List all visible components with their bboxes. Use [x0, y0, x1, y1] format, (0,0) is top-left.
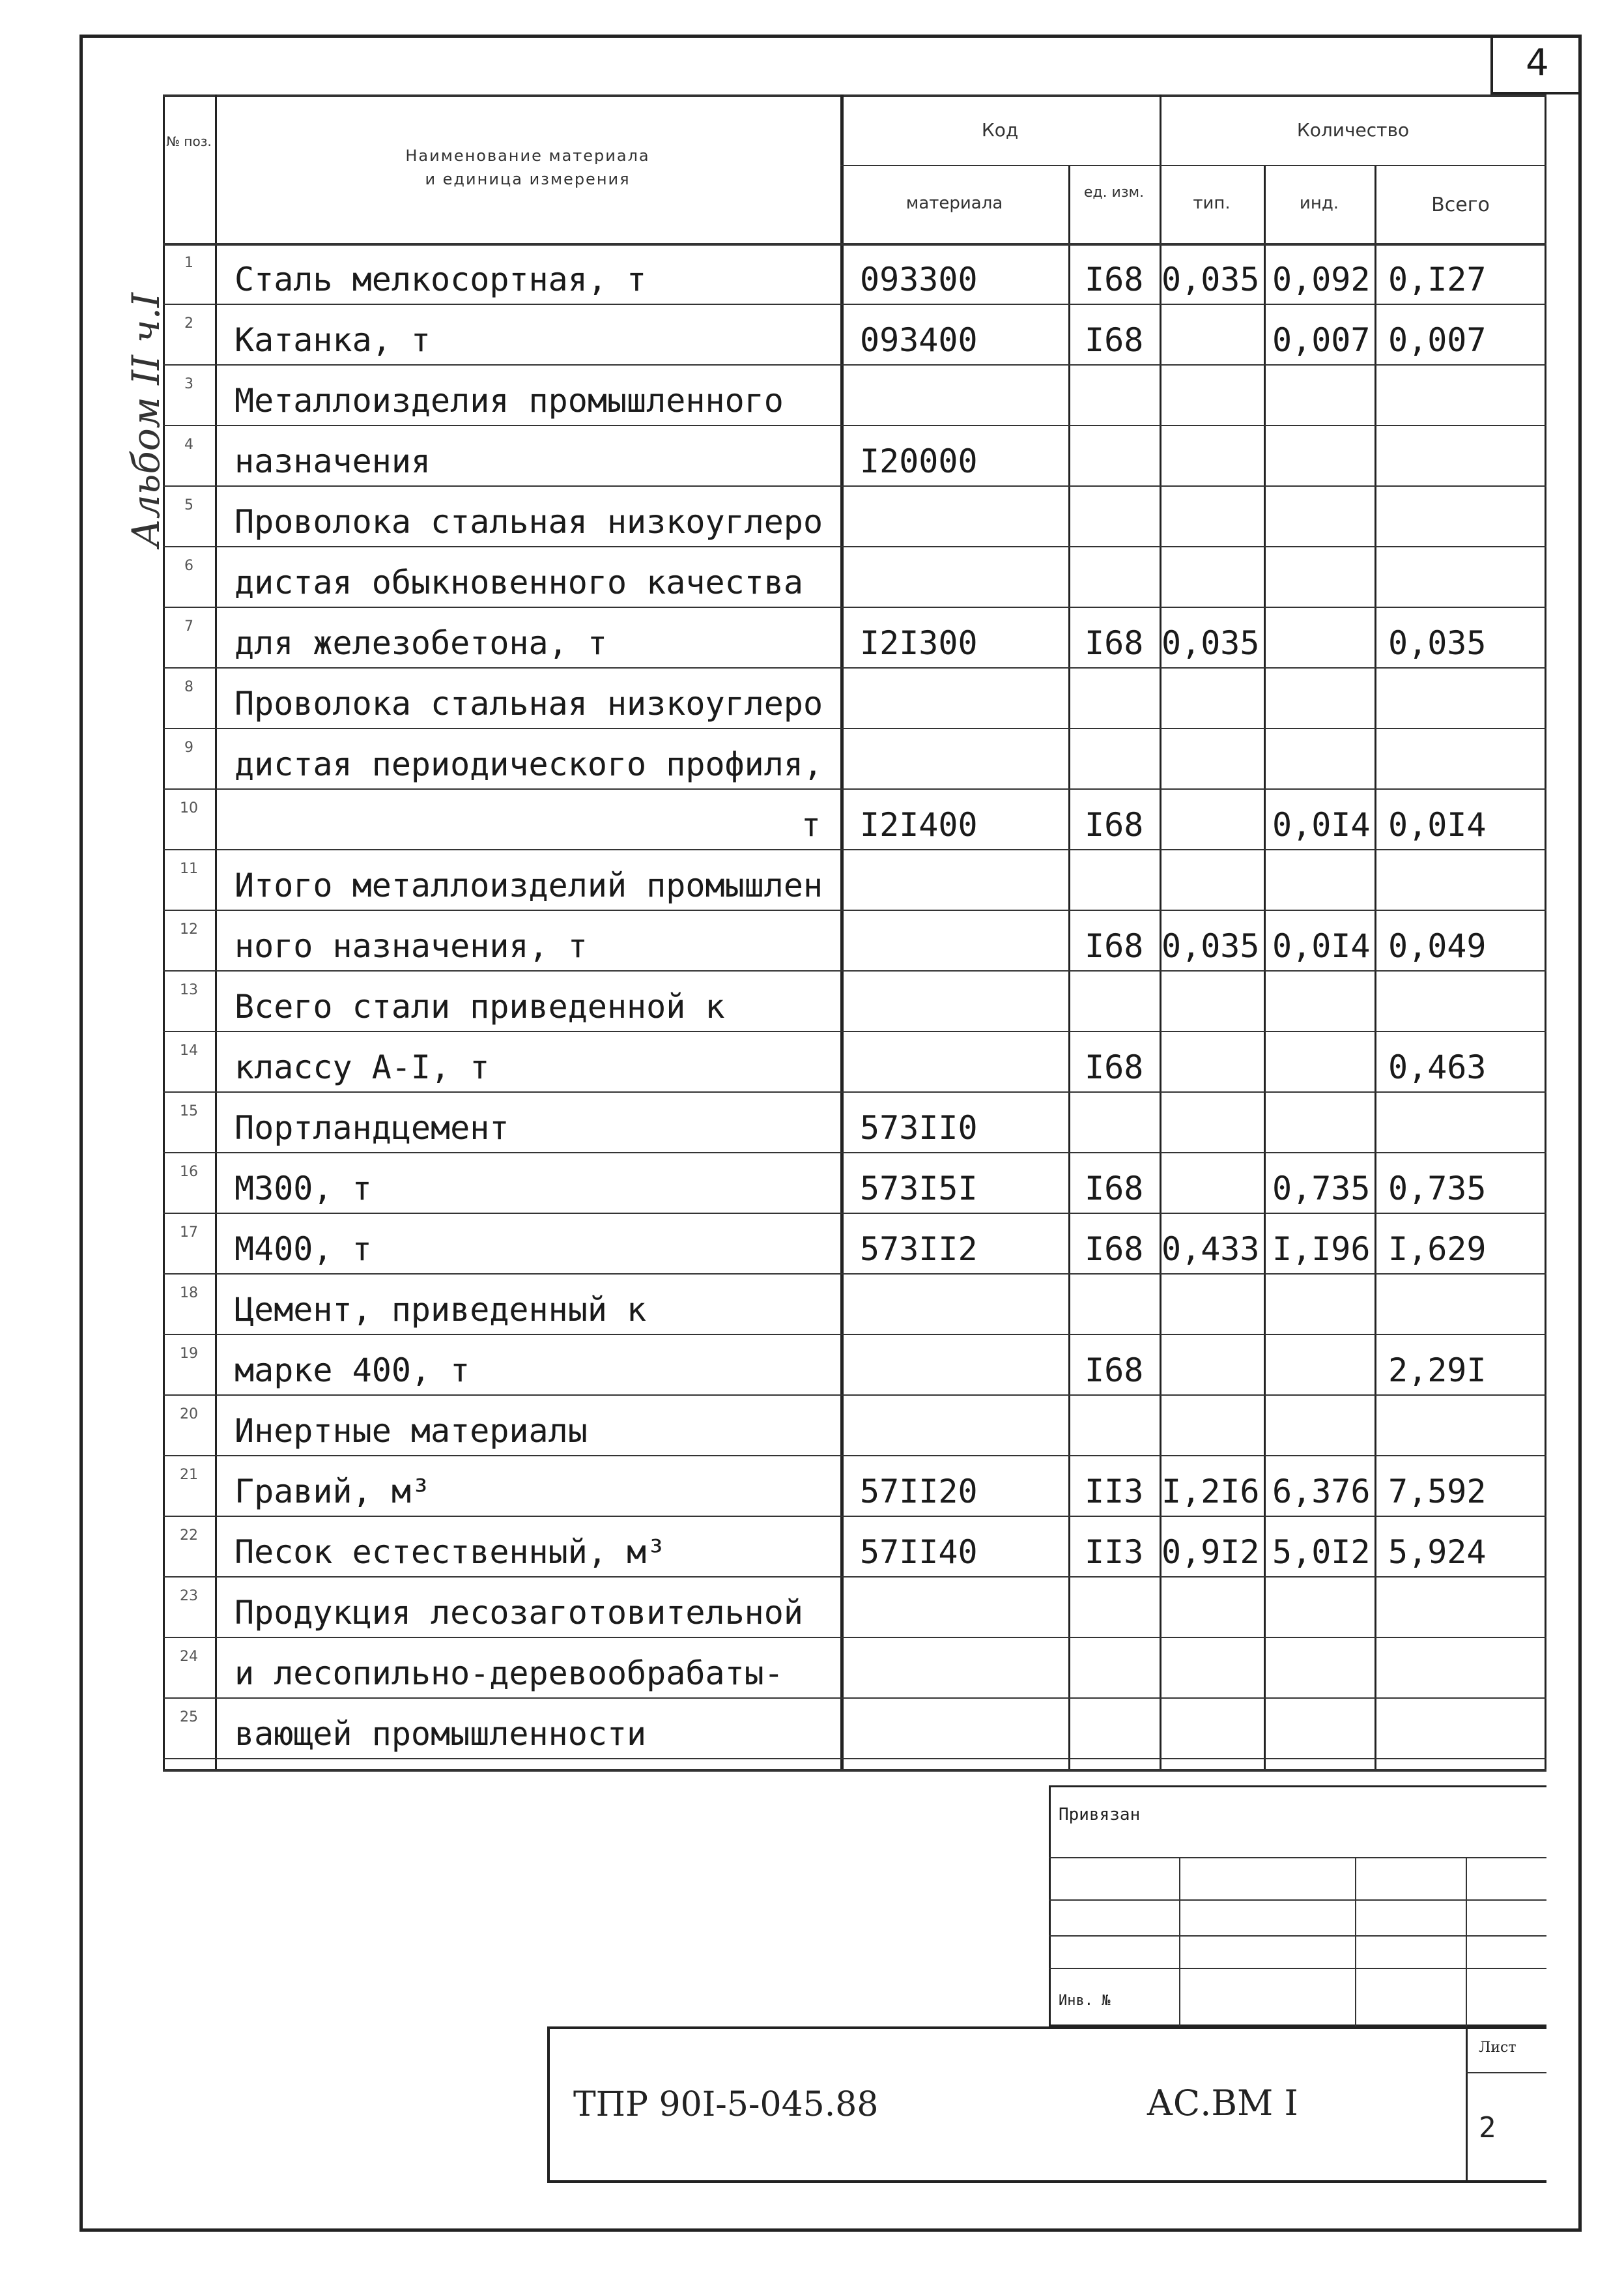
row-number: 14: [180, 1043, 198, 1059]
sheet-number-box: [1490, 35, 1582, 94]
header-code-unit: ед. изм.: [1083, 184, 1145, 201]
title-block-sheet-line: [1466, 2072, 1546, 2073]
cell-name: т: [801, 806, 821, 844]
cell-typ: 0,035: [1161, 261, 1260, 298]
table-row: [163, 546, 1546, 607]
table-row: [163, 607, 1546, 667]
table-row: [163, 849, 1546, 910]
cell-unit: I68: [1085, 927, 1144, 965]
cell-name: Продукция лесозаготовительной: [235, 1594, 803, 1632]
row-number: 11: [180, 861, 198, 877]
cell-name: для железобетона, т: [235, 624, 607, 662]
cell-ind: 5,0I2: [1272, 1533, 1371, 1571]
doc-mark: АС.ВМ I: [1147, 2082, 1298, 2124]
header-qty-group: Количество: [1296, 119, 1410, 141]
cell-name: Катанка, т: [235, 321, 431, 359]
table-row: [163, 1576, 1546, 1637]
stamp-area: [156, 1772, 1546, 2228]
cell-code: I20000: [860, 442, 978, 480]
table-row: [163, 1152, 1546, 1213]
cell-total: 0,0I4: [1388, 806, 1487, 844]
cell-name: марке 400, т: [235, 1351, 470, 1389]
cell-unit: I68: [1085, 321, 1144, 359]
cell-name: Сталь мелкосортная, т: [235, 261, 647, 298]
table-row: [163, 304, 1546, 364]
row-number: 9: [184, 740, 193, 756]
cell-unit: II3: [1085, 1473, 1144, 1510]
table-row: [163, 1273, 1546, 1334]
cell-total: I,629: [1388, 1230, 1487, 1268]
cell-unit: I68: [1085, 806, 1144, 844]
cell-total: 5,924: [1388, 1533, 1487, 1571]
row-separator: [163, 1758, 1546, 1759]
row-number: 4: [184, 437, 193, 453]
table-row: [163, 425, 1546, 485]
table-row: [163, 667, 1546, 728]
row-number: 17: [180, 1224, 198, 1241]
cell-typ: 0,035: [1161, 624, 1260, 662]
row-number: 10: [180, 800, 198, 816]
table-row: [163, 1516, 1546, 1576]
cell-ind: 0,092: [1272, 261, 1371, 298]
row-number: 24: [180, 1649, 198, 1665]
header-name-line2: и единица измерения: [425, 170, 631, 188]
cell-total: 0,I27: [1388, 261, 1487, 298]
table-row: [163, 910, 1546, 970]
sheet-value: 2: [1479, 2111, 1496, 2144]
cell-name: ного назначения, т: [235, 927, 588, 965]
cell-name: Проволока стальная низкоуглеро: [235, 503, 823, 541]
title-block-sheet-divider: [1466, 2026, 1468, 2183]
header-name-line1: Наименование материала: [405, 147, 650, 165]
table-row: [163, 364, 1546, 425]
table-row: [163, 1697, 1546, 1758]
row-number: 19: [180, 1346, 198, 1362]
table-row: [163, 1455, 1546, 1516]
row-number: 16: [180, 1164, 198, 1180]
header-qty-ind: инд.: [1299, 194, 1339, 213]
table-row: [163, 1394, 1546, 1455]
row-number: 22: [180, 1527, 198, 1544]
cell-code: 573II2: [860, 1230, 978, 1268]
header-code-material: материала: [905, 194, 1003, 213]
table-row: [163, 1031, 1546, 1091]
cell-code: I2I300: [860, 624, 978, 662]
cell-total: 0,049: [1388, 927, 1487, 965]
cell-name: Гравий, м³: [235, 1473, 431, 1510]
cell-unit: I68: [1085, 1230, 1144, 1268]
cell-name: Металлоизделия промышленного: [235, 382, 784, 420]
cell-typ: 0,433: [1161, 1230, 1260, 1268]
row-number: 5: [184, 497, 193, 513]
sheet-label: Лист: [1479, 2039, 1517, 2056]
row-number: 21: [180, 1467, 198, 1483]
cell-code: 573I5I: [860, 1170, 978, 1207]
table-row: [163, 1334, 1546, 1394]
row-number: 6: [184, 558, 193, 574]
header-code-group: Код: [981, 119, 1019, 141]
cell-typ: 0,9I2: [1161, 1533, 1260, 1571]
privyazan-line-2: [1049, 1899, 1546, 1901]
cell-total: 2,29I: [1388, 1351, 1487, 1389]
privyazan-vline-3: [1466, 1857, 1467, 2026]
cell-ind: 0,007: [1272, 321, 1371, 359]
row-number: 3: [184, 376, 193, 392]
table-row: [163, 243, 1546, 304]
row-number: 15: [180, 1103, 198, 1119]
cell-ind: 6,376: [1272, 1473, 1371, 1510]
table-row: [163, 485, 1546, 546]
doc-code: ТПР 90I-5-045.88: [573, 2085, 879, 2124]
cell-code: 57II40: [860, 1533, 978, 1571]
cell-typ: I,2I6: [1161, 1473, 1260, 1510]
cell-name: классу А-I, т: [235, 1048, 490, 1086]
cell-unit: I68: [1085, 1351, 1144, 1389]
row-number: 7: [184, 618, 193, 635]
cell-name: Всего стали приведенной к: [235, 988, 725, 1026]
row-number: 18: [180, 1285, 198, 1301]
row-number: 20: [180, 1406, 198, 1422]
cell-name: М300, т: [235, 1170, 372, 1207]
privyazan-vline-2: [1355, 1857, 1356, 2026]
cell-name: Проволока стальная низкоуглеро: [235, 685, 823, 723]
privyazan-line-3: [1049, 1935, 1546, 1937]
cell-unit: I68: [1085, 1170, 1144, 1207]
table-row: [163, 1091, 1546, 1152]
cell-total: 0,463: [1388, 1048, 1487, 1086]
cell-name: вающей промышленности: [235, 1715, 647, 1753]
cell-name: Итого металлоизделий промышлен: [235, 867, 823, 904]
row-number: 1: [184, 255, 193, 271]
cell-name: и лесопильно-деревообрабаты-: [235, 1654, 784, 1692]
cell-total: 0,035: [1388, 624, 1487, 662]
privyazan-line-1: [1049, 1857, 1546, 1858]
cell-code: 093300: [860, 261, 978, 298]
table-row: [163, 1637, 1546, 1697]
table-row: [163, 970, 1546, 1031]
cell-name: Инертные материалы: [235, 1412, 588, 1450]
cell-name: Портландцемент: [235, 1109, 509, 1147]
row-number: 12: [180, 921, 198, 938]
row-number: 23: [180, 1588, 198, 1604]
cell-name: дистая обыкновенного качества: [235, 564, 803, 601]
inv-no-label: Инв. №: [1059, 1993, 1111, 2009]
cell-code: 573II0: [860, 1109, 978, 1147]
row-number: 2: [184, 315, 193, 332]
privyazan-line-4: [1049, 1968, 1546, 1969]
cell-name: Песок естественный, м³: [235, 1533, 666, 1571]
privyazan-label: Привязан: [1059, 1805, 1141, 1824]
table-border-top: [163, 94, 1546, 97]
materials-table: [163, 94, 1546, 1769]
cell-name: назначения: [235, 442, 431, 480]
cell-ind: I,I96: [1272, 1230, 1371, 1268]
cell-code: I2I400: [860, 806, 978, 844]
table-border-bottom: [163, 1769, 1546, 1772]
header-split-line: [840, 165, 1546, 166]
cell-unit: I68: [1085, 624, 1144, 662]
cell-total: 7,592: [1388, 1473, 1487, 1510]
cell-ind: 0,0I4: [1272, 806, 1371, 844]
cell-code: 093400: [860, 321, 978, 359]
cell-typ: 0,035: [1161, 927, 1260, 965]
cell-unit: I68: [1085, 261, 1144, 298]
cell-unit: II3: [1085, 1533, 1144, 1571]
cell-ind: 0,735: [1272, 1170, 1371, 1207]
side-label: Альбом II ч.I: [124, 293, 168, 547]
cell-name: дистая периодического профиля,: [235, 745, 823, 783]
cell-code: 57II20: [860, 1473, 978, 1510]
cell-total: 0,735: [1388, 1170, 1487, 1207]
table-row: [163, 728, 1546, 788]
row-number: 13: [180, 982, 198, 998]
cell-name: М400, т: [235, 1230, 372, 1268]
header-qty-total: Всего: [1431, 194, 1490, 216]
row-number: 8: [184, 679, 193, 695]
sheet-number: 4: [1526, 42, 1549, 84]
cell-name: Цемент, приведенный к: [235, 1291, 647, 1329]
cell-unit: I68: [1085, 1048, 1144, 1086]
privyazan-vline-1: [1179, 1857, 1180, 2026]
header-row-num: № поз.: [166, 134, 212, 149]
row-number: 25: [180, 1709, 198, 1725]
table-row: [163, 788, 1546, 849]
header-qty-typ: тип.: [1193, 194, 1231, 213]
table-row: [163, 1213, 1546, 1273]
cell-total: 0,007: [1388, 321, 1487, 359]
cell-ind: 0,0I4: [1272, 927, 1371, 965]
